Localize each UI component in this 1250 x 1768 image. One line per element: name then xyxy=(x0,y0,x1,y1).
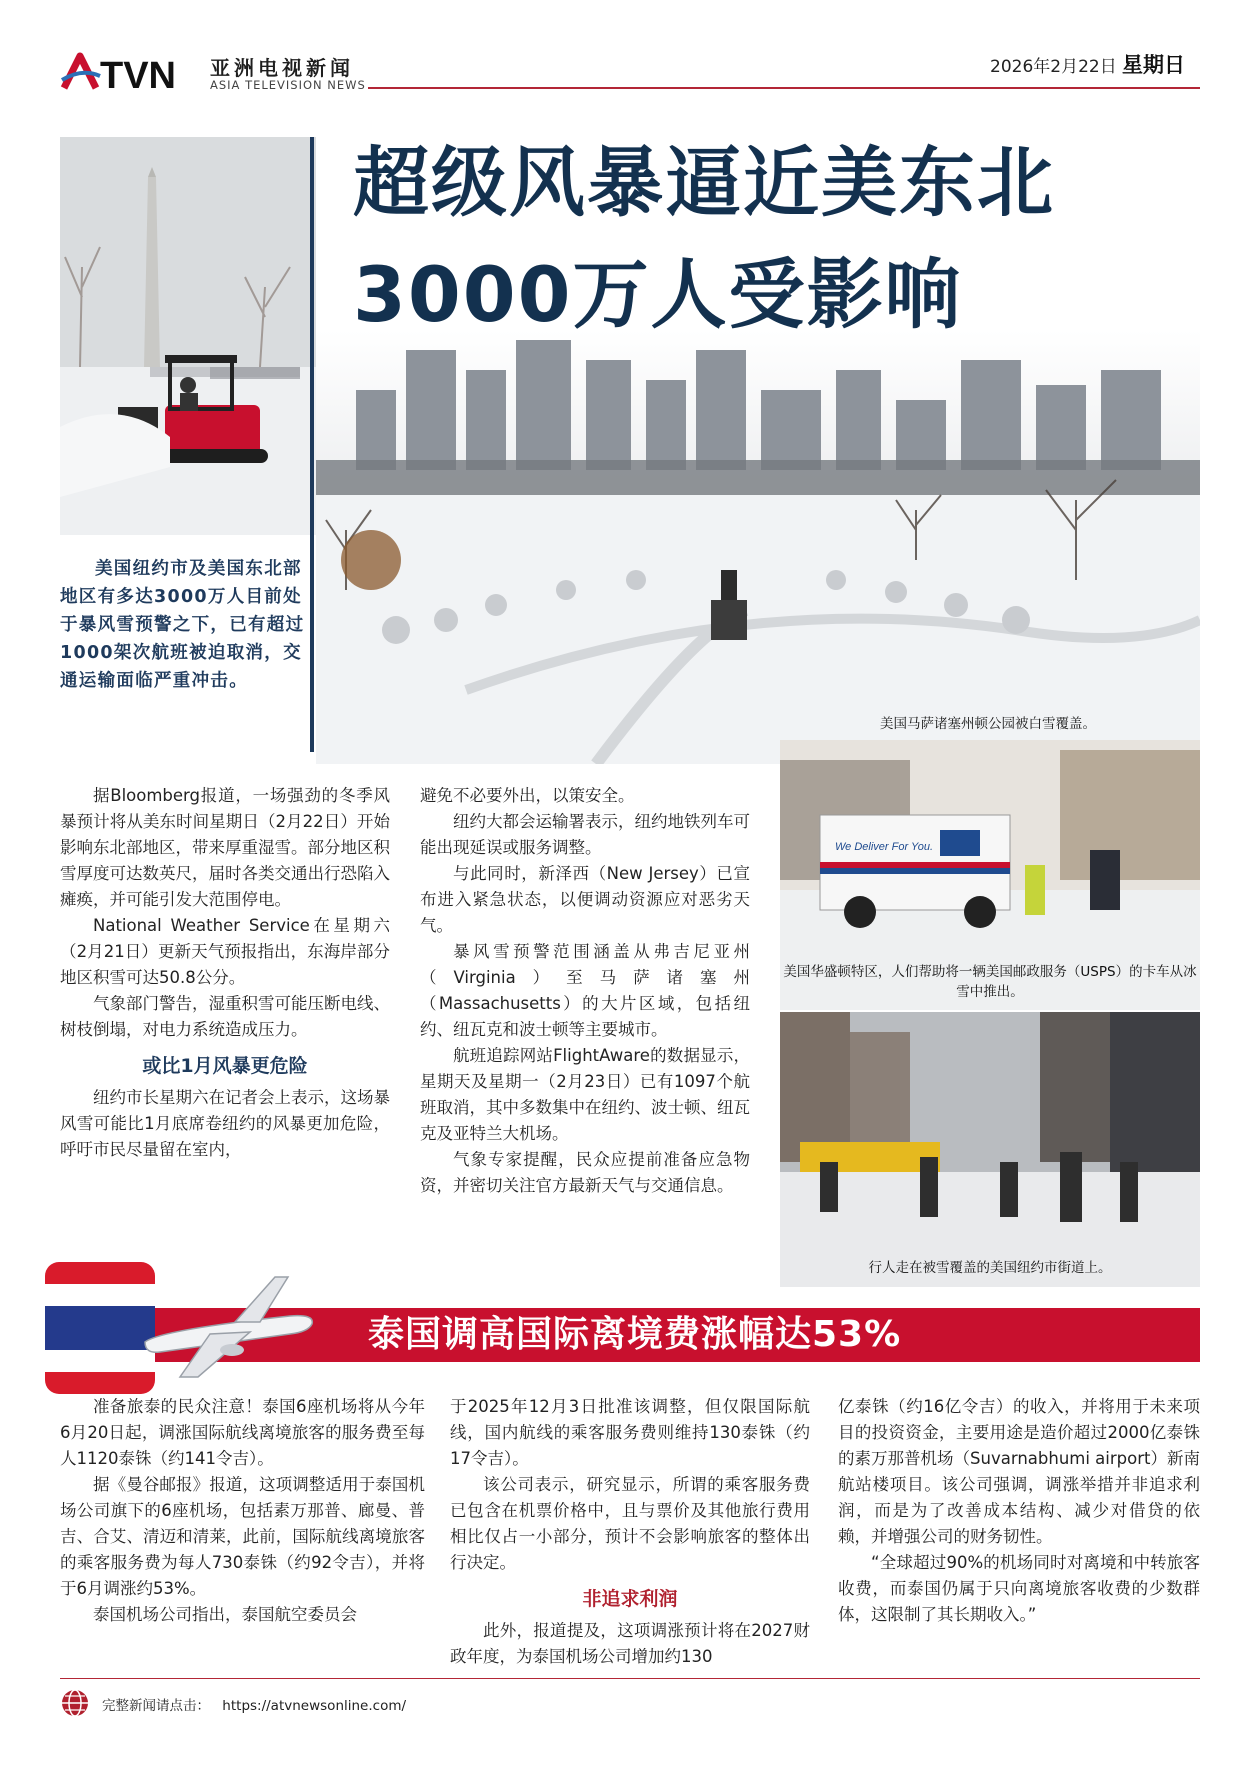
paragraph: 泰国机场公司指出，泰国航空委员会 xyxy=(93,1605,357,1624)
main-headline xyxy=(353,127,1055,351)
atvn-logo xyxy=(60,50,190,94)
footer-label: 完整新闻请点击： xyxy=(102,1698,210,1714)
article1-subheading: 或比1月风暴更危险 xyxy=(142,1055,308,1077)
paragraph: 亿泰铢（约16亿令吉）的收入，并将用于未来项目的投资资金，主要用途是造价超过2000亿泰铢的素万那普机场（Suvarnabhumi airport）新南航站楼项目。该公司强调，调涨举措并非追求利润，而是为了改善成本结构、减少对借贷的依赖，并增强公司的财务韧性。 xyxy=(838,1397,1200,1546)
issue-date: 2026年2月22日 xyxy=(990,57,1117,77)
boston-park-photo xyxy=(316,330,1200,764)
article1-column-2 xyxy=(420,783,750,1199)
paragraph: 该公司表示，研究显示，所谓的乘客服务费已包含在机票价格中，且与票价及其他旅行费用相比仅占一小部分，预计不会影响旅客的整体出行决定。 xyxy=(450,1475,810,1572)
globe-icon xyxy=(60,1688,90,1718)
logo-text: TVN xyxy=(100,55,176,94)
paragraph: 气象专家提醒，民众应提前准备应急物资，并密切关注官方最新天气与交通信息。 xyxy=(420,1150,750,1195)
paragraph: 避免不必要外出，以策安全。 xyxy=(420,786,635,805)
paragraph: 纽约市长星期六在记者会上表示，这场暴风雪可能比1月底席卷纽约的风暴更加危险，呼吁市民尽量留在室内， xyxy=(60,1088,390,1159)
article2-column-3 xyxy=(838,1394,1200,1628)
paragraph: 准备旅泰的民众注意！泰国6座机场将从今年6月20日起，调涨国际航线离境旅客的服务费至每人1120泰铢（约141令吉）。 xyxy=(60,1397,425,1468)
usps-photo-caption: 美国华盛顿特区，人们帮助将一辆美国邮政服务（USPS）的卡车从冰雪中推出。 xyxy=(783,964,1197,1000)
header-divider xyxy=(368,87,1200,89)
paragraph: 据《曼谷邮报》报道，这项调整适用于泰国机场公司旗下的6座机场，包括素万那普、廊曼、普吉、合艾、清迈和清莱，此前，国际航线离境旅客的乘客服务费为每人730泰铢（约92令吉），并将于6月调涨约53%。 xyxy=(60,1475,425,1598)
van-slogan: We Deliver For You. xyxy=(835,841,934,853)
article2-subheading: 非追求利润 xyxy=(582,1588,678,1610)
article1-column-1 xyxy=(60,783,390,1163)
issue-weekday: 星期日 xyxy=(1122,53,1185,77)
paragraph: 此外，报道提及，这项调涨预计将在2027财政年度，为泰国机场公司增加约130 xyxy=(450,1621,810,1666)
logo-english-name: ASIA TELEVISION NEWS xyxy=(210,78,366,92)
airplane-icon xyxy=(140,1272,320,1382)
lead-paragraph xyxy=(60,555,310,695)
snowplow-photo xyxy=(60,137,316,535)
paragraph: 航班追踪网站FlightAware的数据显示，星期天及星期一（2月23日）已有1097个航班取消，其中多数集中在纽约、波士顿、纽瓦克及亚特兰大机场。 xyxy=(420,1046,750,1143)
article2-column-1 xyxy=(60,1394,425,1628)
article2-title: 泰国调高国际离境费涨幅达53% xyxy=(368,1314,902,1355)
footer-link-row xyxy=(102,1694,406,1714)
paragraph: 与此同时，新泽西（New Jersey）已宣布进入紧急状态，以便调动资源应对恶劣天气。 xyxy=(420,864,750,935)
thailand-flag-icon xyxy=(45,1262,155,1394)
article2-column-2 xyxy=(450,1394,810,1670)
paragraph: 气象部门警告，湿重积雪可能压断电线、树枝倒塌，对电力系统造成压力。 xyxy=(60,994,390,1039)
park-photo-caption: 美国马萨诸塞州顿公园被白雪覆盖。 xyxy=(880,716,1096,732)
lead-text: 美国纽约市及美国东北部地区有多达3000万人目前处于暴风雪预警之下，已有超过1000架次航班被迫取消，交通运输面临严重冲击。 xyxy=(60,559,305,691)
headline-line-2: 3000万人受影响 xyxy=(353,250,963,339)
footer-divider xyxy=(60,1678,1200,1679)
accent-bar xyxy=(310,137,314,752)
paragraph: 于2025年12月3日批准该调整，但仅限国际航线，国内航线的乘客服务费则维持130泰铢（约17令吉）。 xyxy=(450,1397,810,1468)
paragraph: National Weather Service在星期六（2月21日）更新天气预报指出，东海岸部分地区积雪可达50.8公分。 xyxy=(60,916,390,987)
street-photo-caption: 行人走在被雪覆盖的美国纽约市街道上。 xyxy=(868,1260,1112,1276)
paragraph: “全球超过90%的机场同时对离境和中转旅客收费，而泰国仍属于只向离境旅客收费的少数群体，这限制了其长期收入。” xyxy=(838,1553,1200,1624)
paragraph: 暴风雪预警范围涵盖从弗吉尼亚州（Virginia）至马萨诸塞州（Massachusetts）的大片区域，包括纽约、纽瓦克和波士顿等主要城市。 xyxy=(420,942,750,1039)
paragraph: 纽约大都会运输署表示，纽约地铁列车可能出现延误或服务调整。 xyxy=(420,812,750,857)
headline-line-1: 超级风暴逼近美东北 xyxy=(353,138,1055,227)
logo-chinese-name: 亚洲电视新闻 xyxy=(210,56,354,80)
footer-url-link[interactable]: https://atvnewsonline.com/ xyxy=(222,1698,407,1714)
paragraph: 据Bloomberg报道，一场强劲的冬季风暴预计将从美东时间星期日（2月22日）开始影响东北部地区，带来厚重湿雪。部分地区积雪厚度可达数英尺，届时各类交通出行恐陷入瘫痪，并可能引发大范围停电。 xyxy=(60,786,390,909)
nyc-street-photo xyxy=(780,1012,1200,1287)
